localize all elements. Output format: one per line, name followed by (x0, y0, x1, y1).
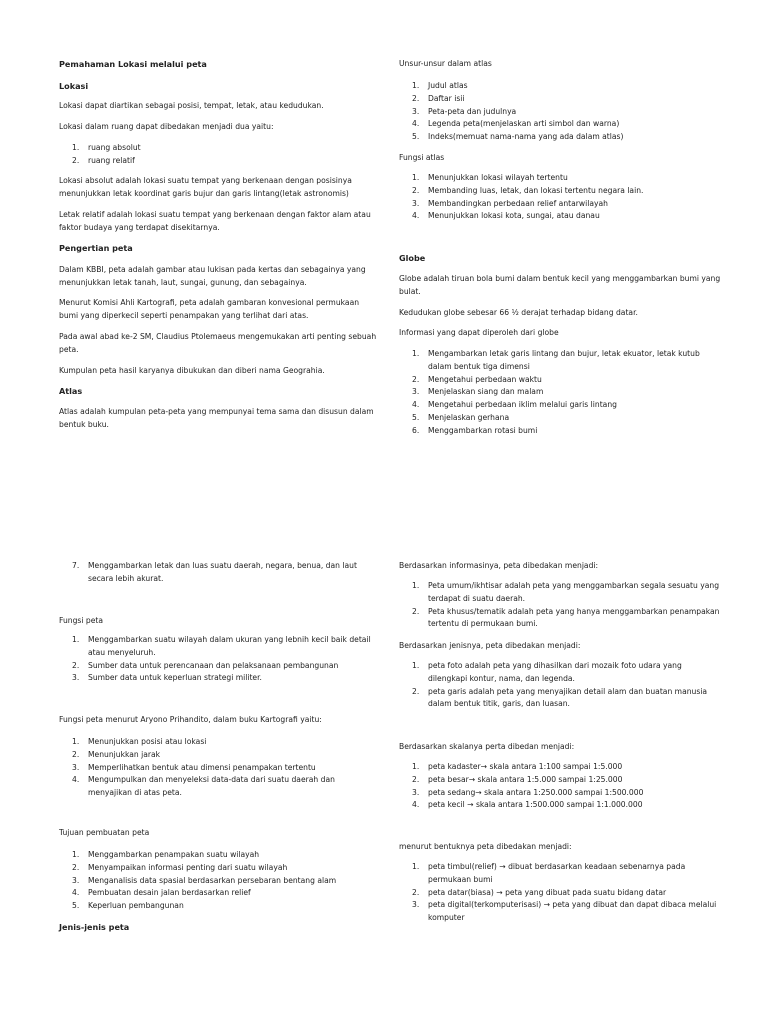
document-title: Pemahaman Lokasi melalui peta (59, 59, 207, 69)
numbered-list (399, 580, 729, 631)
list-item: 2. peta datar(biasa) → peta yang dibuat pada suatu bidang datar (412, 887, 667, 897)
paragraph: Atlas adalah kumpulan peta-peta yang mempunyai tema sama dan disusun dalam bentuk buku. (59, 407, 374, 429)
page2-right-column (399, 0, 729, 1024)
section-heading-jenis: Jenis-jenis peta (59, 922, 130, 932)
paragraph: Lokasi dapat diartikan sebagai posisi, tempat, letak, atau kedudukan. (59, 101, 324, 110)
paragraph: Pada awal abad ke-2 SM, Claudius Ptolemaeus mengemukakan arti penting sebuah peta. (59, 332, 377, 354)
list-item: 3. Membandingkan perbedaan relief antarwilayah (412, 198, 608, 208)
numbered-list (59, 849, 381, 913)
list-item: 7. Menggambarkan letak dan luas suatu daerah, negara, benua, dan laut secara lebih akurat. (72, 561, 357, 583)
list-item: 3. Menganalisis data spasial berdasarkan persebaran bentang alam (72, 875, 337, 885)
list-item: 1. peta foto adalah peta yang dihasilkan dari mozaik foto udara yang dilengkapi kontur, nama, dan legenda. (412, 661, 682, 683)
section-heading-informasi: Berdasarkan informasinya, peta dibedakan menjadi: (399, 561, 599, 570)
list-item: 1. peta kadaster→ skala antara 1:100 sampai 1:5.000 (412, 762, 623, 771)
list-item: 3. Memperlihatkan bentuk atau dimensi penampakan tertentu (72, 762, 316, 772)
paragraph: Globe adalah tiruan bola bumi dalam bentuk kecil yang menggambarkan bumi yang bulat. (399, 274, 721, 296)
list-item: 1. Judul atlas (412, 81, 468, 90)
paragraph: Informasi yang dapat diperoleh dari globe (399, 328, 559, 337)
list-item: 2. Mengetahui perbedaan waktu (412, 374, 542, 384)
arrow-right-icon: → (496, 887, 503, 897)
list-item: 4. Legenda peta(menjelaskan arti simbol dan warna) (412, 119, 620, 129)
arrow-right-icon: → (543, 900, 550, 910)
numbered-list (399, 861, 729, 925)
section-heading-atlas: Atlas (59, 386, 83, 396)
paragraph: Kedudukan globe sebesar 66 ½ derajat terhadap bidang datar. (399, 308, 638, 317)
section-heading-unsur: Unsur-unsur dalam atlas (399, 59, 492, 68)
numbered-list (399, 761, 729, 812)
list-item: 1. Menunjukkan lokasi wilayah tertentu (412, 173, 568, 182)
list-item: 3. Sumber data untuk keperluan strategi militer. (72, 673, 262, 683)
section-heading-pengertian: Pengertian peta (59, 243, 133, 253)
section-heading-aryono: Fungsi peta menurut Aryono Prihandito, dalam buku Kartografi yaitu: (59, 715, 322, 724)
section-heading-fungsi-atlas: Fungsi atlas (399, 153, 445, 162)
numbered-list (59, 736, 381, 800)
list-item: 4. peta kecil → skala antara 1:500.000 sampai 1:1.000.000 (412, 800, 643, 810)
section-heading-bentuk: menurut bentuknya peta dibedakan menjadi: (399, 842, 572, 851)
arrow-right-icon: → (475, 787, 482, 797)
section-heading-tujuan: Tujuan pembuatan peta (59, 828, 150, 837)
list-item: 3. Peta-peta dan judulnya (412, 106, 517, 116)
section-heading-jenisnya: Berdasarkan jenisnya, peta dibedakan menjadi: (399, 641, 581, 650)
paragraph: Lokasi absolut adalah lokasi suatu tempat yang berkenaan dengan posisinya menunjukkan letak koordinat garis bujur dan garis lintang(letak astronomis) (59, 176, 352, 198)
paragraph: Letak relatif adalah lokasi suatu tempat yang berkenaan dengan faktor alam atau faktor budaya yang terdapat disekitarnya. (59, 210, 371, 232)
paragraph: Kumpulan peta hasil karyanya dibukukan dan diberi nama Geograhia. (59, 366, 325, 375)
list-item: 2. Menyampaikan informasi penting dari suatu wilayah (72, 862, 288, 872)
list-item: 1. ruang absolut (72, 143, 141, 152)
page2-left-column (59, 0, 381, 1024)
arrow-right-icon: → (467, 800, 474, 810)
list-item: 2. ruang relatif (72, 155, 135, 165)
list-item: 2. Membanding luas, letak, dan lokasi tertentu negara lain. (412, 185, 644, 195)
list-item: 4. Pembuatan desain jalan berdasarkan relief (72, 888, 251, 898)
paragraph: Menurut Komisi Ahli Kartografi, peta adalah gambaran konvesional permukaan bumi yang diperkecil seperti penampakan yang terlihat dari atas. (59, 298, 360, 320)
list-item: 6. Menggambarkan rotasi bumi (412, 425, 538, 435)
list-item: 2. Peta khusus/tematik adalah peta yang hanya menggambarkan penampakan tertentu di permukaan bumi. (412, 606, 720, 629)
list-item: 2. Menunjukkan jarak (72, 749, 161, 759)
paragraph: Dalam KBBI, peta adalah gambar atau lukisan pada kertas dan sebagainya yang menunjukkan letak tanah, laut, sungai, gunung, dan sebagainya. (59, 265, 366, 287)
list-item: 2. Daftar isii (412, 93, 465, 103)
list-item: 5. Keperluan pembangunan (72, 901, 184, 911)
arrow-right-icon: → (499, 862, 506, 871)
list-item: 2. Sumber data untuk perencanaan dan pelaksanaan pembangunan (72, 660, 339, 670)
list-item: 5. Menjelaskan gerhana (412, 412, 510, 422)
list-item: 1. Mengambarkan letak garis lintang dan bujur, letak ekuator, letak kutub dalam bentuk tiga dimensi (412, 349, 700, 371)
arrow-right-icon: → (468, 774, 476, 784)
list-item: 1. Peta umum/ikhtisar adalah peta yang menggambarkan segala sesuatu yang terdapat di suatu daerah. (412, 581, 720, 603)
list-item: 3. peta digital(terkomputerisasi) → peta yang dibuat dan dapat dibaca melalui komputer (412, 900, 717, 923)
section-heading-globe: Globe (399, 253, 426, 263)
section-heading-lokasi: Lokasi (59, 81, 89, 91)
list-item: 4. Mengumpulkan dan menyeleksi data-data dari suatu daerah dan menyajikan di atas peta. (72, 775, 335, 798)
list-item: 3. peta sedang→ skala antara 1:250.000 sampai 1:500.000 (412, 787, 644, 797)
list-item: 1. Menunjukkan posisi atau lokasi (72, 737, 207, 746)
list-item: 2. peta garis adalah peta yang menyajikan detail alam dan buatan manusia dalam bentuk titik, garis, dan luasan. (412, 686, 708, 709)
list-item: 1. peta timbul(relief) → dibuat berdasarkan keadaan sebenarnya pada permukaan bumi (412, 862, 686, 884)
section-heading-fungsi-peta: Fungsi peta (59, 616, 104, 625)
list-item: 4. Mengetahui perbedaan iklim melalui garis lintang (412, 400, 617, 410)
paragraph: Lokasi dalam ruang dapat dibedakan menjadi dua yaitu: (59, 122, 274, 131)
list-item: 1. Menggambarkan penampakan suatu wilayah (72, 850, 260, 859)
list-item: 5. Indeks(memuat nama-nama yang ada dalam atlas) (412, 132, 624, 142)
section-heading-skala: Berdasarkan skalanya perta dibedan menjadi: (399, 742, 575, 751)
list-item: 1. Menggambarkan suatu wilayah dalam ukuran yang lebnih kecil baik detail atau menyeluruh. (72, 635, 371, 657)
list-item: 3. Menjelaskan siang dan malam (412, 387, 544, 397)
numbered-list (59, 634, 381, 685)
arrow-right-icon: → (480, 762, 488, 771)
list-item: 2. peta besar→ skala antara 1:5.000 sampai 1:25.000 (412, 774, 623, 784)
numbered-list (399, 660, 729, 711)
numbered-list (59, 560, 381, 586)
list-item: 4. Menunjukkan lokasi kota, sungai, atau danau (412, 211, 600, 221)
